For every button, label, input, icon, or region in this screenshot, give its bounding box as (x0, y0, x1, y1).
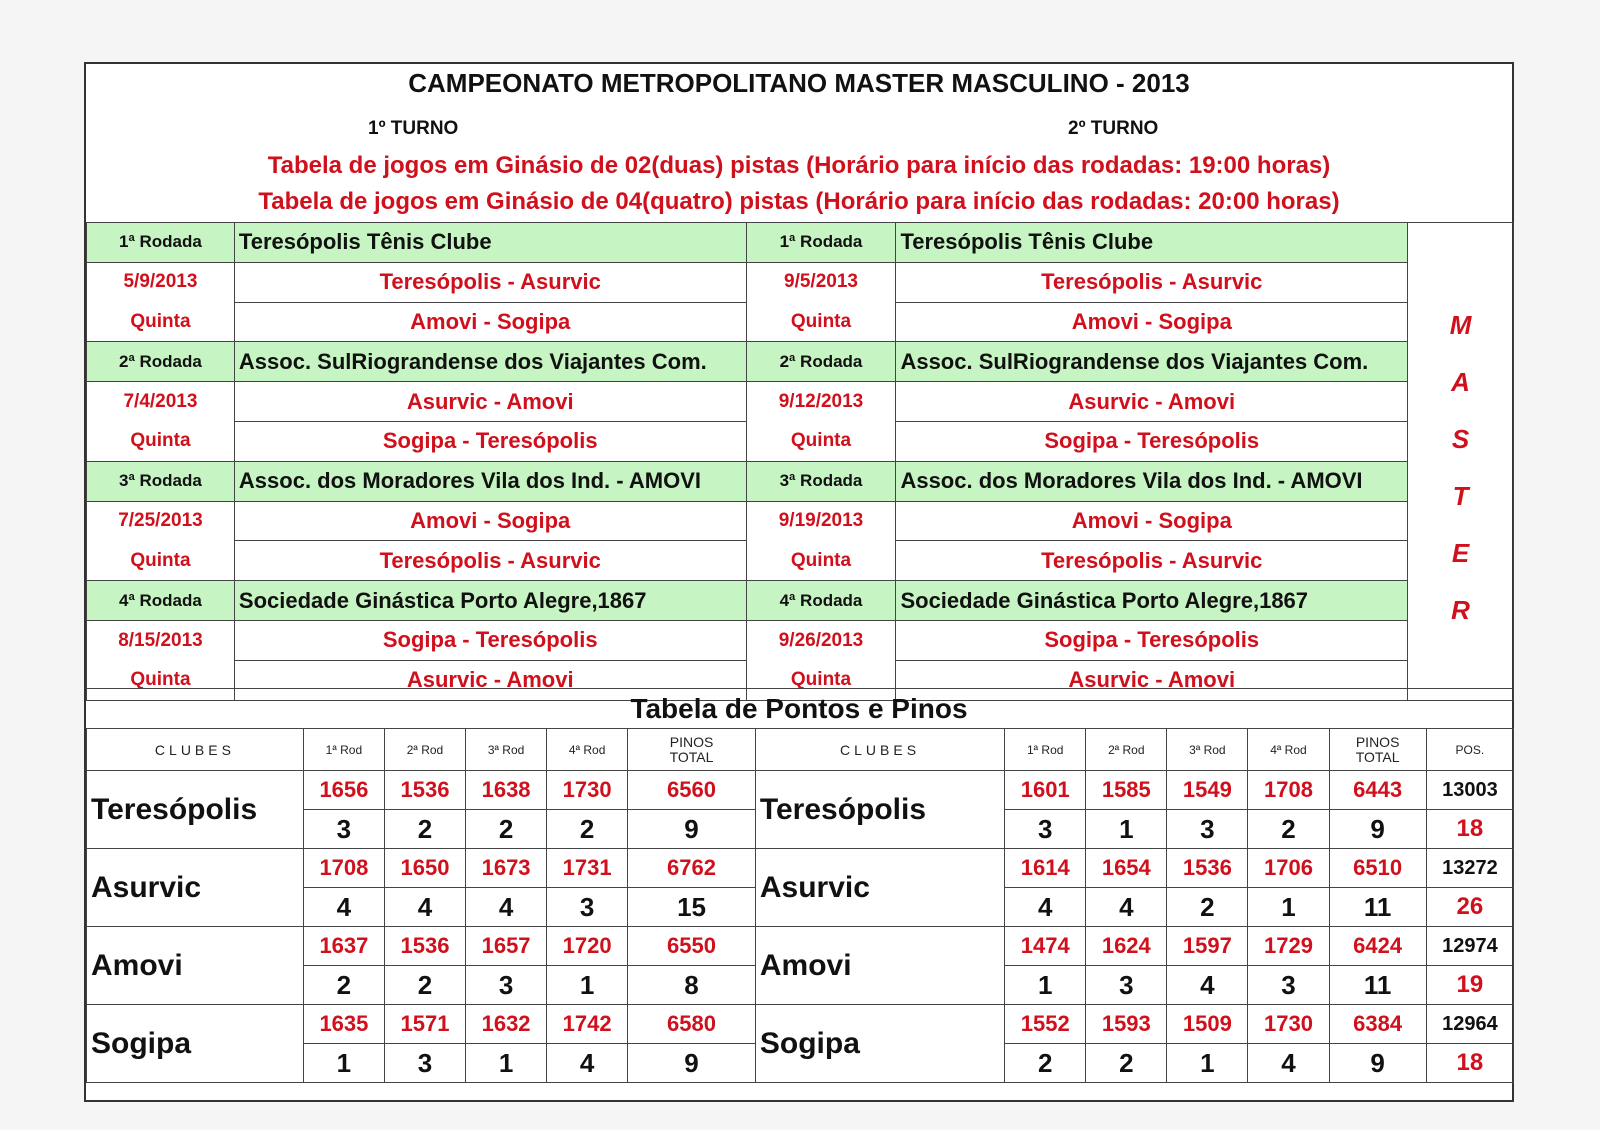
combined-pins: 12964 (1426, 1005, 1513, 1044)
pins-value-t2: 1509 (1167, 1005, 1248, 1044)
points-value: 3 (384, 1044, 465, 1083)
schedule-table (86, 222, 1514, 701)
round-label-t2: 1ª Rodada (746, 223, 896, 263)
master-letter: A (1451, 367, 1470, 397)
pins-value-t2: 1729 (1248, 927, 1329, 966)
header-total-t2: TOTAL (1355, 748, 1400, 765)
club-name-t2: Asurvic (755, 849, 1004, 927)
points-value: 1 (303, 1044, 384, 1083)
round-label: 2ª Rodada (87, 342, 235, 382)
points-value-t2: 4 (1167, 966, 1248, 1005)
points-value: 3 (466, 966, 547, 1005)
turno-2-label: 2º TURNO (1068, 118, 1159, 139)
pins-total: 6762 (628, 849, 756, 888)
master-letter: R (1451, 595, 1470, 625)
match-row (87, 620, 1514, 660)
match-date-t2: 9/12/2013 (746, 382, 896, 422)
points-value-t2: 3 (1086, 966, 1167, 1005)
match-game: Sogipa - Teresópolis (234, 620, 746, 660)
points-value: 4 (466, 888, 547, 927)
match-game: Amovi - Sogipa (234, 302, 746, 342)
round-header-row (87, 342, 1514, 382)
club-name: Teresópolis (87, 771, 304, 849)
master-letter: E (1451, 538, 1470, 568)
points-value: 1 (466, 1044, 547, 1083)
pins-value-t2: 1536 (1167, 849, 1248, 888)
points-table-title: Tabela de Pontos e Pinos (86, 688, 1512, 729)
pins-value: 1731 (547, 849, 628, 888)
match-day-t2: Quinta (746, 421, 896, 461)
pins-value-t2: 1593 (1086, 1005, 1167, 1044)
points-total: 8 (628, 966, 756, 1005)
round-venue-t2: Sociedade Ginástica Porto Alegre,1867 (896, 581, 1408, 621)
pins-total: 6550 (628, 927, 756, 966)
match-game: Asurvic - Amovi (234, 660, 746, 700)
header-pinos-total-t2 (1329, 729, 1426, 771)
pins-value: 1637 (303, 927, 384, 966)
header-rod-1-t2: 1ª Rod (1005, 729, 1086, 771)
header-rod-4-t2: 4ª Rod (1248, 729, 1329, 771)
match-date: 8/15/2013 (87, 620, 235, 660)
points-header-row (87, 729, 1514, 771)
round-header-row (87, 223, 1514, 263)
header-total: TOTAL (669, 748, 714, 765)
pins-value-t2: 1601 (1005, 771, 1086, 810)
match-row (87, 501, 1514, 541)
points-value: 2 (384, 966, 465, 1005)
header-pinos: PINOS (669, 733, 714, 750)
points-table (86, 728, 1514, 1083)
match-game-t2: Teresópolis - Asurvic (896, 541, 1408, 581)
header-pos: POS. (1426, 729, 1513, 771)
pins-value-t2: 1730 (1248, 1005, 1329, 1044)
round-header-row (87, 581, 1514, 621)
points-value-t2: 2 (1005, 1044, 1086, 1083)
points-value-t2: 4 (1086, 888, 1167, 927)
round-venue-t2: Teresópolis Tênis Clube (896, 223, 1408, 263)
round-label-t2: 2ª Rodada (746, 342, 896, 382)
match-row (87, 421, 1514, 461)
header-rod-4: 4ª Rod (547, 729, 628, 771)
points-value: 2 (384, 810, 465, 849)
points-value-t2: 1 (1248, 888, 1329, 927)
match-game-t2: Amovi - Sogipa (896, 501, 1408, 541)
master-letter: M (1449, 310, 1472, 340)
round-label: 1ª Rodada (87, 223, 235, 263)
club-pins-row (87, 849, 1514, 888)
pins-value: 1742 (547, 1005, 628, 1044)
match-game: Amovi - Sogipa (234, 501, 746, 541)
master-letter: T (1452, 481, 1469, 511)
pins-value-t2: 1552 (1005, 1005, 1086, 1044)
combined-points: 19 (1426, 966, 1513, 1005)
points-value-t2: 1 (1005, 966, 1086, 1005)
match-row (87, 382, 1514, 422)
match-date-t2: 9/19/2013 (746, 501, 896, 541)
pins-value-t2: 1706 (1248, 849, 1329, 888)
pins-value: 1635 (303, 1005, 384, 1044)
match-game-t2: Sogipa - Teresópolis (896, 421, 1408, 461)
round-venue: Sociedade Ginástica Porto Alegre,1867 (234, 581, 746, 621)
header-rod-2: 2ª Rod (384, 729, 465, 771)
points-total: 15 (628, 888, 756, 927)
header-clubes-2: CLUBES (755, 729, 1004, 771)
pins-value-t2: 1549 (1167, 771, 1248, 810)
header-pinos-total (628, 729, 756, 771)
match-game: Sogipa - Teresópolis (234, 421, 746, 461)
pins-value-t2: 1614 (1005, 849, 1086, 888)
match-game: Teresópolis - Asurvic (234, 262, 746, 302)
pins-value: 1571 (384, 1005, 465, 1044)
round-venue-t2: Assoc. dos Moradores Vila dos Ind. - AMOVI (896, 461, 1408, 501)
points-total-t2: 9 (1329, 1044, 1426, 1083)
club-name-t2: Sogipa (755, 1005, 1004, 1083)
club-pins-row (87, 1005, 1514, 1044)
points-value-t2: 4 (1005, 888, 1086, 927)
club-name-t2: Teresópolis (755, 771, 1004, 849)
club-pins-row (87, 771, 1514, 810)
page-title: CAMPEONATO METROPOLITANO MASTER MASCULINO - 2013 (408, 68, 1190, 98)
round-venue: Assoc. dos Moradores Vila dos Ind. - AMOVI (234, 461, 746, 501)
pins-value: 1536 (384, 927, 465, 966)
master-vertical-label (1408, 223, 1514, 701)
combined-pins: 12974 (1426, 927, 1513, 966)
subtitle-four-lanes: Tabela de jogos em Ginásio de 04(quatro) pistas (Horário para início das rodadas: 20:00 horas) (258, 188, 1340, 215)
points-value: 1 (547, 966, 628, 1005)
round-label-t2: 4ª Rodada (746, 581, 896, 621)
round-label: 4ª Rodada (87, 581, 235, 621)
points-total: 9 (628, 810, 756, 849)
points-value-t2: 3 (1005, 810, 1086, 849)
match-row (87, 541, 1514, 581)
pins-value: 1720 (547, 927, 628, 966)
match-day: Quinta (87, 421, 235, 461)
pins-value: 1656 (303, 771, 384, 810)
pins-value: 1708 (303, 849, 384, 888)
header-clubes: CLUBES (87, 729, 304, 771)
points-value-t2: 2 (1086, 1044, 1167, 1083)
pins-value-t2: 1474 (1005, 927, 1086, 966)
round-label: 3ª Rodada (87, 461, 235, 501)
points-value: 3 (303, 810, 384, 849)
club-name: Amovi (87, 927, 304, 1005)
points-value: 2 (303, 966, 384, 1005)
points-total: 9 (628, 1044, 756, 1083)
match-date-t2: 9/26/2013 (746, 620, 896, 660)
points-total-t2: 9 (1329, 810, 1426, 849)
pins-value-t2: 1708 (1248, 771, 1329, 810)
match-date: 7/25/2013 (87, 501, 235, 541)
points-value: 2 (547, 810, 628, 849)
points-value: 4 (303, 888, 384, 927)
points-value-t2: 3 (1248, 966, 1329, 1005)
pins-value-t2: 1585 (1086, 771, 1167, 810)
points-value-t2: 2 (1248, 810, 1329, 849)
header-rod-2-t2: 2ª Rod (1086, 729, 1167, 771)
combined-pins: 13272 (1426, 849, 1513, 888)
match-game: Teresópolis - Asurvic (234, 541, 746, 581)
pins-total: 6580 (628, 1005, 756, 1044)
round-header-row (87, 461, 1514, 501)
points-value-t2: 1 (1086, 810, 1167, 849)
pins-value: 1730 (547, 771, 628, 810)
pins-total-t2: 6384 (1329, 1005, 1426, 1044)
club-name: Sogipa (87, 1005, 304, 1083)
round-label-t2: 3ª Rodada (746, 461, 896, 501)
match-row (87, 262, 1514, 302)
match-day: Quinta (87, 302, 235, 342)
pins-value: 1673 (466, 849, 547, 888)
combined-points: 18 (1426, 1044, 1513, 1083)
combined-points: 18 (1426, 810, 1513, 849)
match-game-t2: Teresópolis - Asurvic (896, 262, 1408, 302)
match-game-t2: Asurvic - Amovi (896, 382, 1408, 422)
round-venue: Teresópolis Tênis Clube (234, 223, 746, 263)
championship-sheet (84, 62, 1514, 1102)
pins-value-t2: 1654 (1086, 849, 1167, 888)
pins-value: 1638 (466, 771, 547, 810)
pins-total-t2: 6510 (1329, 849, 1426, 888)
header-rod-3-t2: 3ª Rod (1167, 729, 1248, 771)
combined-points: 26 (1426, 888, 1513, 927)
header-pinos-t2: PINOS (1355, 733, 1400, 750)
master-letter: S (1451, 424, 1470, 454)
match-day-t2: Quinta (746, 660, 896, 700)
points-value-t2: 1 (1167, 1044, 1248, 1083)
match-date: 7/4/2013 (87, 382, 235, 422)
header-rod-1: 1ª Rod (303, 729, 384, 771)
round-venue-t2: Assoc. SulRiograndense dos Viajantes Com. (896, 342, 1408, 382)
points-value: 2 (466, 810, 547, 849)
pins-value-t2: 1597 (1167, 927, 1248, 966)
club-name: Asurvic (87, 849, 304, 927)
match-day: Quinta (87, 541, 235, 581)
pins-value: 1650 (384, 849, 465, 888)
match-day-t2: Quinta (746, 302, 896, 342)
subtitle-two-lanes: Tabela de jogos em Ginásio de 02(duas) pistas (Horário para início das rodadas: 19:00 horas) (267, 152, 1331, 179)
points-value: 4 (384, 888, 465, 927)
turno-1-label: 1º TURNO (368, 118, 459, 139)
round-venue: Assoc. SulRiograndense dos Viajantes Com. (234, 342, 746, 382)
match-row (87, 302, 1514, 342)
match-game-t2: Amovi - Sogipa (896, 302, 1408, 342)
header-rod-3: 3ª Rod (466, 729, 547, 771)
points-value-t2: 3 (1167, 810, 1248, 849)
points-total-t2: 11 (1329, 888, 1426, 927)
points-value: 3 (547, 888, 628, 927)
club-pins-row (87, 927, 1514, 966)
combined-pins: 13003 (1426, 771, 1513, 810)
pins-total-t2: 6424 (1329, 927, 1426, 966)
match-date: 5/9/2013 (87, 262, 235, 302)
pins-value: 1657 (466, 927, 547, 966)
points-total-t2: 11 (1329, 966, 1426, 1005)
pins-total: 6560 (628, 771, 756, 810)
points-value-t2: 2 (1167, 888, 1248, 927)
match-day: Quinta (87, 660, 235, 700)
pins-total-t2: 6443 (1329, 771, 1426, 810)
club-name-t2: Amovi (755, 927, 1004, 1005)
pins-value-t2: 1624 (1086, 927, 1167, 966)
pins-value: 1632 (466, 1005, 547, 1044)
match-day-t2: Quinta (746, 541, 896, 581)
match-game: Asurvic - Amovi (234, 382, 746, 422)
match-date-t2: 9/5/2013 (746, 262, 896, 302)
points-value: 4 (547, 1044, 628, 1083)
pins-value: 1536 (384, 771, 465, 810)
match-game-t2: Sogipa - Teresópolis (896, 620, 1408, 660)
points-value-t2: 4 (1248, 1044, 1329, 1083)
match-game-t2: Asurvic - Amovi (896, 660, 1408, 700)
